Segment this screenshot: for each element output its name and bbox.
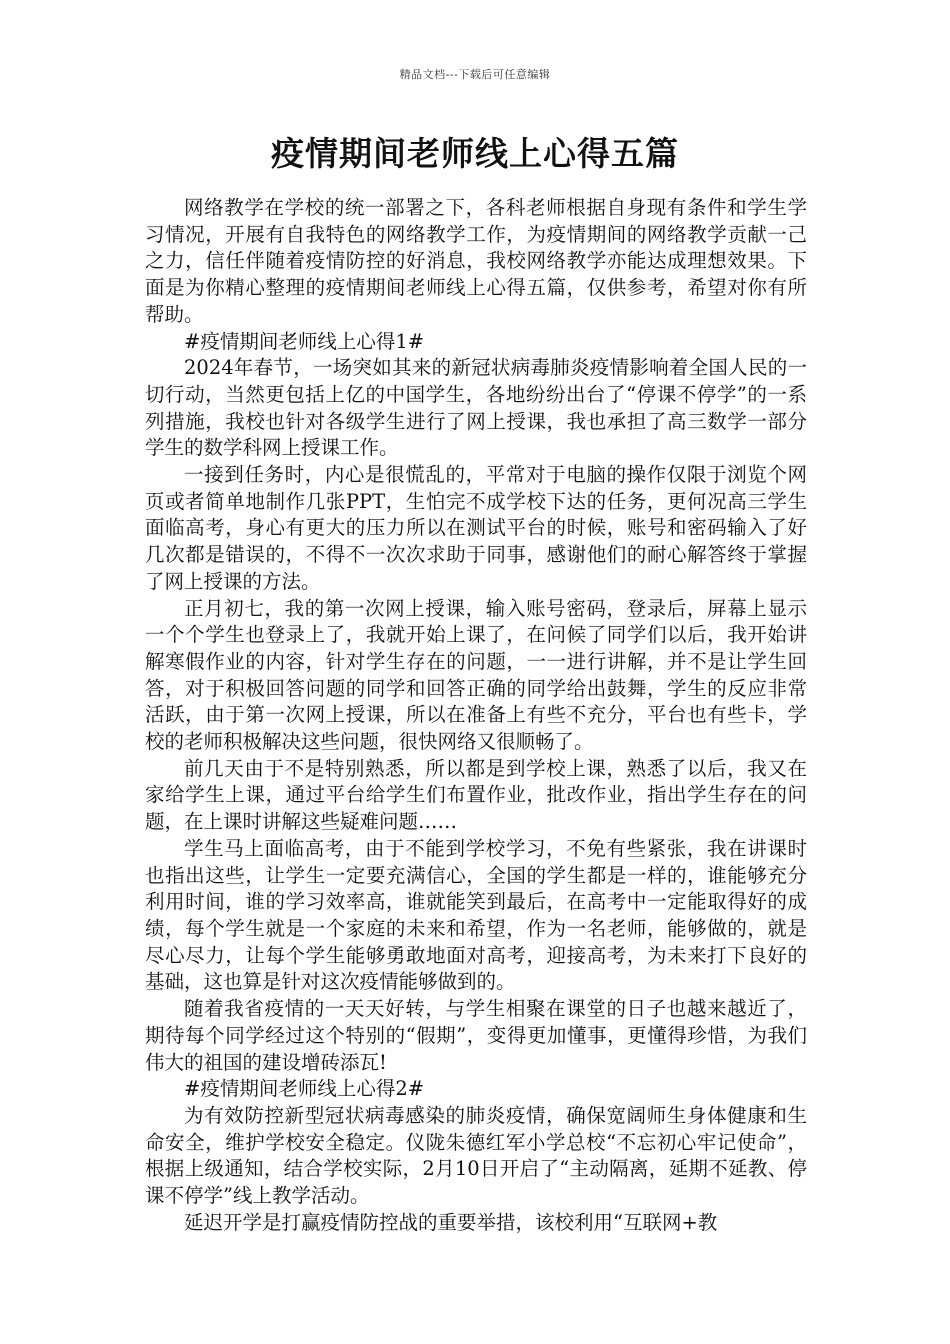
document-body	[145, 195, 807, 1236]
paragraph: 一接到任务时，内心是很慌乱的，平常对于电脑的操作仅限于浏览个网页或者简单地制作几张PPT，生怕完不成学校下达的任务，更何况高三学生面临高考，身心有更大的压力所以在测试平台的时候，账号和密码输入了好几次都是错误的，不得不一次次求助于同事，感谢他们的耐心解答终于掌握了网上授课的方法。	[145, 463, 807, 593]
paragraph: 2024年春节，一场突如其来的新冠状病毒肺炎疫情影响着全国人民的一切行动，当然更包括上亿的中国学生，各地纷纷出台了“停课不停学”的一系列措施，我校也针对各级学生进行了网上授课，我也承担了高三数学一部分学生的数学科网上授课工作。	[145, 356, 807, 460]
paragraph-intro: 网络教学在学校的统一部署之下，各科老师根据自身现有条件和学生学习情况，开展有自我特色的网络教学工作，为疫情期间的网络教学贡献一己之力，信任伴随着疫情防控的好消息，我校网络教学亦能达成理想效果。下面是为你精心整理的疫情期间老师线上心得五篇，仅供参考，希望对你有所帮助。	[145, 196, 807, 326]
page-title: 疫情期间老师线上心得五篇	[271, 134, 679, 173]
paragraph: 学生马上面临高考，由于不能到学校学习，不免有些紧张，我在讲课时也指出这些，让学生一定要充满信心，全国的学生都是一样的，谁能够充分利用时间，谁的学习效率高，谁就能笑到最后，在高考中一定能取得好的成绩，每个学生就是一个家庭的未来和希望，作为一名老师，能够做的，就是尽心尽力，让每个学生能够勇敢地面对高考，迎接高考，为未来打下良好的基础，这也算是针对这次疫情能够做到的。	[145, 836, 807, 994]
paragraph: 正月初七，我的第一次网上授课，输入账号密码，登录后，屏幕上显示一个个学生也登录上了，我就开始上课了，在问候了同学们以后，我开始讲解寒假作业的内容，针对学生存在的问题，一一进行讲解，并不是让学生回答，对于积极回答问题的同学和回答正确的同学给出鼓舞，学生的反应非常活跃，由于第一次网上授课，所以在准备上有些不充分，平台也有些卡，学校的老师积极解决这些问题，很快网络又很顺畅了。	[145, 596, 807, 754]
paragraph: 随着我省疫情的一天天好转，与学生相聚在课堂的日子也越来越近了，期待每个同学经过这个特别的“假期”，变得更加懂事，更懂得珍惜，为我们伟大的祖国的建设增砖添瓦!	[145, 997, 807, 1074]
header-note: 精品文档---下载后可任意编辑	[399, 68, 551, 81]
section-heading-1: #疫情期间老师线上心得1#	[184, 329, 425, 353]
section-heading-2: #疫情期间老师线上心得2#	[184, 1077, 425, 1101]
paragraph: 为有效防控新型冠状病毒感染的肺炎疫情，确保宽阔师生身体健康和生命安全，维护学校安全稳定。仪陇朱德红军小学总校“不忘初心牢记使命”，根据上级通知，结合学校实际，2月10日开启了“主动隔离，延期不延教、停课不停学”线上教学活动。	[145, 1103, 807, 1208]
paragraph: 前几天由于不是特别熟悉，所以都是到学校上课，熟悉了以后，我又在家给学生上课，通过平台给学生们布置作业，批改作业，指出学生存在的问题，在上课时讲解这些疑难问题……	[145, 756, 807, 834]
paragraph: 延迟开学是打赢疫情防控战的重要举措，该校利用“互联网+教	[184, 1210, 718, 1234]
